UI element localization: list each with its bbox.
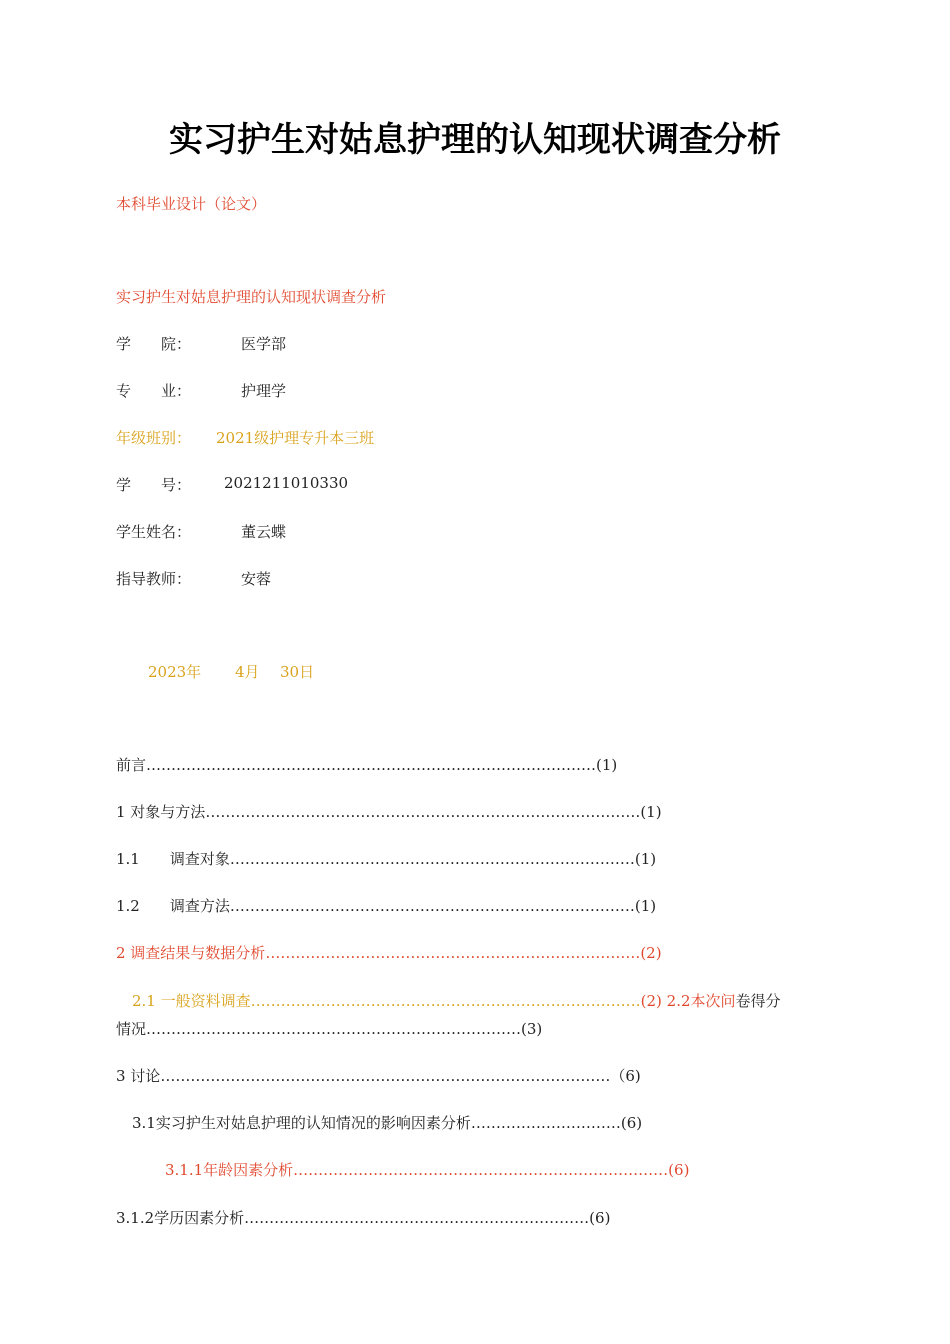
major-value: 护理学 [241,382,287,400]
document-title: 实习护生对姑息护理的认知现状调查分析 [169,120,781,160]
date-day: 30日 [280,663,315,681]
name-label: 学生姓名： [116,523,192,541]
major-label: 专 业： [116,382,192,400]
id-value: 2021211010330 [224,474,349,492]
info-row-id [116,474,349,495]
date-month: 4月 [235,663,260,681]
toc-entry[interactable]: 1.2 调查方法………………………………………………………………………(1) [116,897,657,915]
toc-entry[interactable]: 3.1实习护生对姑息护理的认知情况的影响因素分析…………………………(6) [132,1114,643,1132]
toc-entry[interactable]: 情况…………………………………………………………………(3) [116,1020,543,1038]
toc-entry[interactable]: 3 讨论………………………………………………………………………………（6) [116,1067,641,1085]
advisor-label: 指导教师： [116,570,192,588]
toc-entry[interactable]: 3.1.1年龄因素分析…………………………………………………………………(6) [165,1161,690,1179]
info-row-class [116,427,375,448]
class-value: 2021级护理专升本三班 [216,429,375,447]
thesis-title: 实习护生对姑息护理的认知现状调查分析 [116,288,387,306]
info-row-advisor [116,568,272,589]
class-label: 年级班别： [116,429,192,447]
info-row-college [116,333,287,354]
info-row-major [116,380,287,401]
toc-entry[interactable]: 2 调查结果与数据分析…………………………………………………………………(2) [116,944,662,962]
date-year: 2023年 [148,663,202,681]
college-label: 学 院： [116,335,192,353]
id-label: 学 号： [116,476,192,494]
toc-entry[interactable]: 1 对象与方法……………………………………………………………………………(1) [116,803,662,821]
toc-entry[interactable]: 前言………………………………………………………………………………(1) [116,756,618,774]
name-value: 董云蝶 [241,523,287,541]
date-line [148,661,315,682]
toc-entry[interactable]: 1.1 调查对象………………………………………………………………………(1) [116,850,657,868]
subtitle: 本科毕业设计（论文） [116,195,267,213]
advisor-value: 安蓉 [241,570,272,588]
toc-entry[interactable]: 2.1 一般资料调查……………………………………………………………………(2) 2.2本次问卷得分 [132,992,781,1010]
college-value: 医学部 [241,335,287,353]
toc-entry[interactable]: 3.1.2学历因素分析……………………………………………………………(6) [116,1209,611,1227]
info-row-name [116,521,287,542]
